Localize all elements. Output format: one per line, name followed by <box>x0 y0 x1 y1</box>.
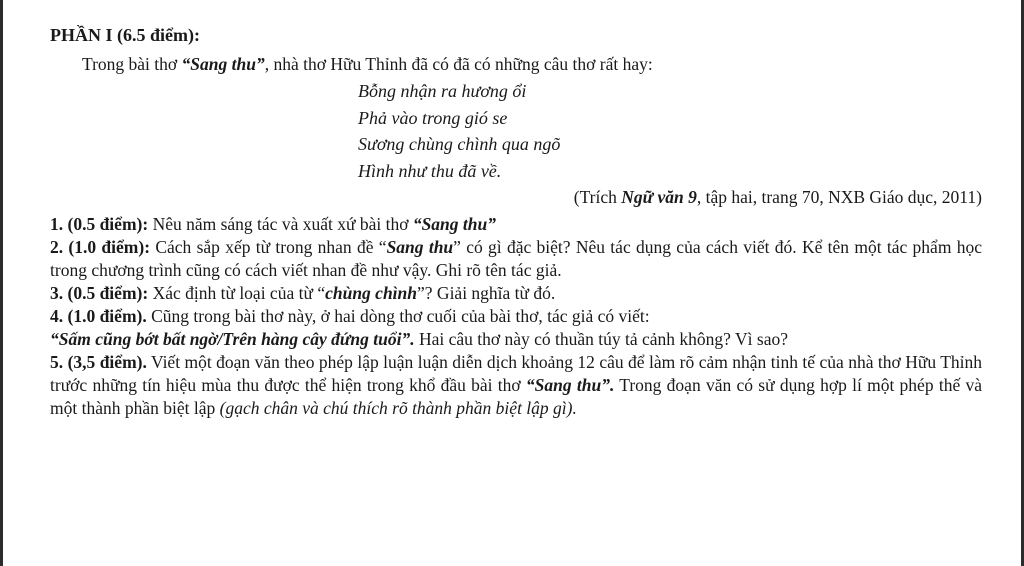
question-1-text: Nêu năm sáng tác và xuất xứ bài thơ <box>148 214 413 234</box>
question-5-title: “Sang thu”. <box>525 375 615 395</box>
source-post: , tập hai, trang 70, NXB Giáo dục, 2011) <box>696 187 982 207</box>
intro-paragraph <box>82 53 982 76</box>
question-4-text-b: Hai câu thơ này có thuần túy tả cảnh không? Vì sao? <box>414 329 788 349</box>
question-2 <box>50 236 982 282</box>
question-4-quote: “Sấm cũng bớt bất ngờ/Trên hàng cây đứng tuổi”. <box>50 329 415 349</box>
poem-line: Sương chùng chình qua ngõ <box>358 134 561 154</box>
question-5-text-b: Trong đoạn văn có sử dụng hợp lí một phép thế và một thành phần biệt lập <box>50 375 982 418</box>
question-3-text-a: Xác định từ loại của từ “ <box>148 283 326 303</box>
intro-poem-title: “Sang thu” <box>181 54 265 74</box>
poem-excerpt <box>358 78 982 184</box>
question-1-title: “Sang thu” <box>412 214 496 234</box>
question-5 <box>50 351 982 420</box>
question-5-note: (gạch chân và chú thích rõ thành phần biệt lập gì). <box>219 398 577 418</box>
intro-post: , nhà thơ Hữu Thỉnh đã có đã có những câu thơ rất hay: <box>264 54 653 74</box>
poem-line: Bỗng nhận ra hương ổi <box>358 81 527 101</box>
poem-line: Phả vào trong gió se <box>358 107 508 128</box>
question-2-text-a: Cách sắp xếp từ trong nhan đề “ <box>150 237 387 257</box>
source-citation <box>50 186 982 209</box>
left-border <box>0 0 3 566</box>
question-2-text-b: ” có gì đặc biệt? Nêu tác dụng của cách viết đó. Kể tên một tác phẩm học trong chương trình cũng có cách viết nhan đề như vậy. Ghi rõ tên tác giả. <box>50 237 983 280</box>
question-4-number: 4. (1.0 điểm). <box>50 306 147 326</box>
exam-document <box>50 24 982 420</box>
question-5-number: 5. (3,5 điểm). <box>50 352 147 372</box>
intro-pre: Trong bài thơ <box>82 54 182 74</box>
question-3-word: chùng chình <box>325 283 418 303</box>
question-2-title: Sang thu <box>386 237 454 257</box>
question-1 <box>50 213 982 236</box>
question-3 <box>50 282 982 305</box>
question-1-number: 1. (0.5 điểm): <box>50 214 149 234</box>
source-book: Ngữ văn 9 <box>621 187 697 207</box>
source-pre: (Trích <box>573 187 622 207</box>
question-3-text-b: ”? Giải nghĩa từ đó. <box>417 283 556 303</box>
question-4-text-a: Cũng trong bài thơ này, ở hai dòng thơ cuối của bài thơ, tác giả có viết: <box>146 306 650 326</box>
question-3-number: 3. (0.5 điểm): <box>50 283 149 303</box>
section-heading: PHẦN I (6.5 điểm): <box>50 25 200 45</box>
poem-line: Hình như thu đã về. <box>358 160 502 181</box>
question-4 <box>50 305 982 351</box>
question-5-text-a: Viết một đoạn văn theo phép lập luận luận diễn dịch khoảng 12 câu để làm rõ cảm nhận tinh tế của nhà thơ Hữu Thỉnh trước những tín hiệu mùa thu được thể hiện trong khổ đầu bài thơ <box>50 352 982 395</box>
question-2-number: 2. (1.0 điểm): <box>50 237 151 257</box>
